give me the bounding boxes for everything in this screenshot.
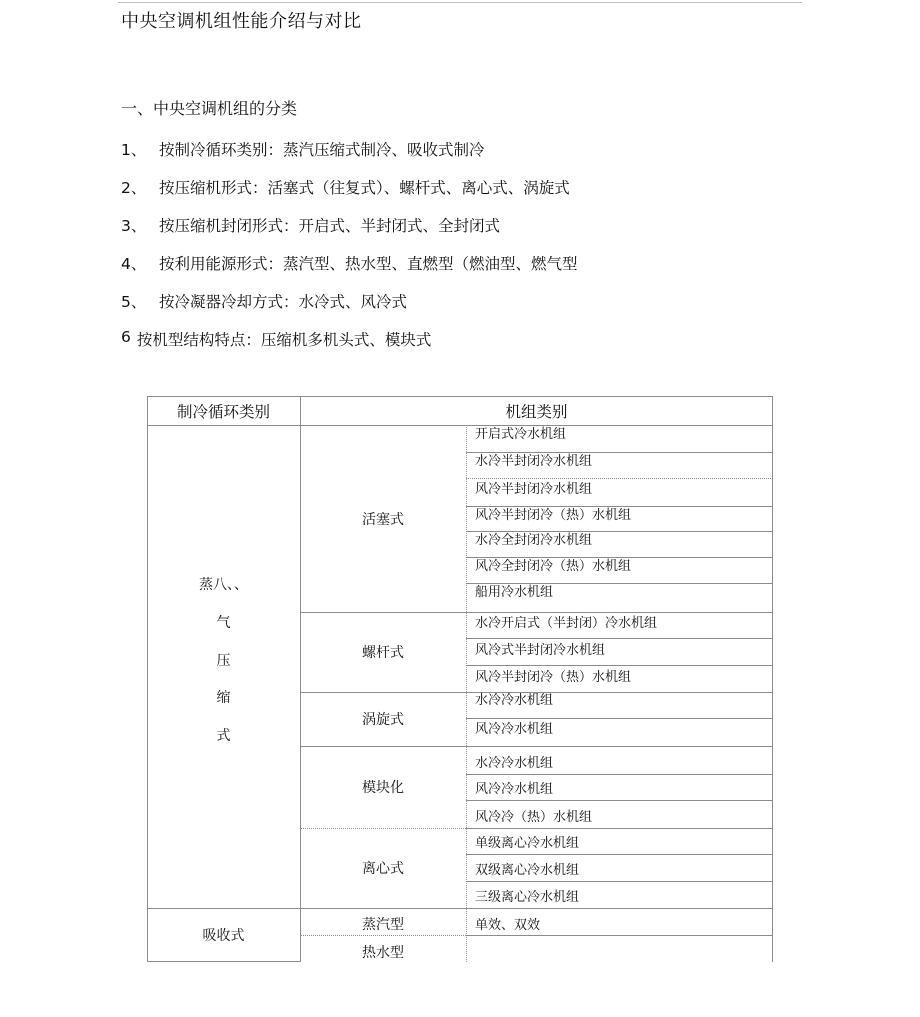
row-divider xyxy=(466,881,773,882)
unit-cell: 水冷全封闭冷水机组 xyxy=(475,533,593,548)
row-divider xyxy=(466,935,773,936)
item-number: 5、 xyxy=(121,293,147,311)
list-item xyxy=(121,138,578,176)
row-divider xyxy=(466,638,773,639)
group-screw: 螺杆式 xyxy=(362,645,404,661)
group-piston: 活塞式 xyxy=(362,511,404,528)
list-item xyxy=(121,290,578,328)
unit-cell: 水冷冷水机组 xyxy=(475,756,554,771)
unit-cell: 水冷冷水机组 xyxy=(475,693,554,708)
row-divider xyxy=(466,854,773,855)
table-border-bottom xyxy=(147,961,301,962)
unit-cell: 风冷半封闭冷（热）水机组 xyxy=(475,670,632,685)
unit-cell: 风冷冷（热）水机组 xyxy=(475,810,593,825)
group-divider xyxy=(300,612,773,613)
column-divider xyxy=(300,396,301,962)
vapor-label-line: 式 xyxy=(216,728,231,744)
row-divider xyxy=(466,583,773,584)
unit-cell: 水冷开启式（半封闭）冷水机组 xyxy=(475,616,658,631)
top-rule xyxy=(118,2,802,3)
row-divider xyxy=(466,531,773,532)
header-cycle-type: 制冷循环类别 xyxy=(176,402,270,421)
row-divider xyxy=(300,935,466,936)
unit-cell: 风冷式半封闭冷水机组 xyxy=(475,643,606,658)
absorption-type: 蒸汽型 xyxy=(362,917,404,933)
document-title: 中央空调机组性能介绍与对比 xyxy=(121,11,362,32)
list-item xyxy=(121,252,578,290)
table-border-right xyxy=(772,396,773,962)
table-border-left xyxy=(147,396,148,962)
vapor-label-line: 缩 xyxy=(216,690,231,706)
item-text: 按利用能源形式：蒸汽型、热水型、直燃型（燃油型、燃气型 xyxy=(159,255,578,273)
vapor-label-line: 压 xyxy=(216,653,231,669)
row-divider xyxy=(466,774,773,775)
vapor-label-line: 气 xyxy=(216,615,231,631)
list-item xyxy=(121,214,578,252)
list-item xyxy=(121,176,578,214)
unit-cell: 风冷半封闭冷水机组 xyxy=(475,482,593,497)
group-scroll: 涡旋式 xyxy=(362,712,404,728)
item-number: 2、 xyxy=(121,179,147,197)
header-divider xyxy=(147,425,773,426)
unit-cell: 三级离心冷水机组 xyxy=(475,890,580,905)
unit-cell: 风冷冷水机组 xyxy=(475,722,554,737)
unit-cell: 风冷冷水机组 xyxy=(475,782,554,797)
group-divider xyxy=(300,746,773,747)
item-text: 按压缩机形式：活塞式（往复式）、螺杆式、离心式、涡旋式 xyxy=(159,179,570,197)
row-divider xyxy=(466,557,773,558)
item-text: 按冷凝器冷却方式：水冷式、风冷式 xyxy=(159,293,408,311)
section-heading: 一、中央空调机组的分类 xyxy=(121,99,298,118)
absorption-detail: 单效、双效 xyxy=(475,918,541,933)
item-text: 按机型结构特点：压缩机多机头式、模块式 xyxy=(136,331,432,349)
unit-cell: 水冷半封闭冷水机组 xyxy=(475,454,593,469)
unit-cell: 开启式冷水机组 xyxy=(475,427,567,442)
unit-cell: 船用冷水机组 xyxy=(475,585,554,600)
row-divider xyxy=(466,506,773,507)
item-number: 4、 xyxy=(121,255,147,273)
row-divider xyxy=(466,452,773,453)
group-divider xyxy=(300,828,466,829)
list-item xyxy=(121,328,578,366)
table-border-top xyxy=(147,396,773,397)
row-divider xyxy=(466,478,773,479)
unit-cell: 风冷半封闭冷（热）水机组 xyxy=(475,508,632,523)
absorption-label: 吸收式 xyxy=(202,928,245,944)
unit-cell: 单级离心冷水机组 xyxy=(475,836,580,851)
item-number: 1、 xyxy=(121,141,147,159)
row-divider xyxy=(466,718,773,719)
row-divider xyxy=(466,665,773,666)
item-text: 按制冷循环类别：蒸汽压缩式制冷、吸收式制冷 xyxy=(159,141,485,159)
classification-list xyxy=(121,138,578,366)
vapor-label-line: 蒸八、、 xyxy=(199,577,248,593)
chiller-classification-table xyxy=(147,396,773,962)
group-divider xyxy=(466,828,773,829)
group-divider xyxy=(300,692,773,693)
item-number: 3、 xyxy=(121,217,147,235)
section-divider xyxy=(147,908,773,909)
header-unit-type: 机组类别 xyxy=(505,402,568,421)
row-divider xyxy=(466,800,773,801)
absorption-type: 热水型 xyxy=(362,945,404,961)
unit-cell: 双级离心冷水机组 xyxy=(475,863,580,878)
group-centrifugal: 离心式 xyxy=(362,861,404,877)
group-modular: 模块化 xyxy=(362,780,404,796)
item-text: 按压缩机封闭形式：开启式、半封闭式、全封闭式 xyxy=(159,217,501,235)
item-number: 6 xyxy=(121,328,131,346)
unit-cell: 风冷全封闭冷（热）水机组 xyxy=(475,559,632,574)
